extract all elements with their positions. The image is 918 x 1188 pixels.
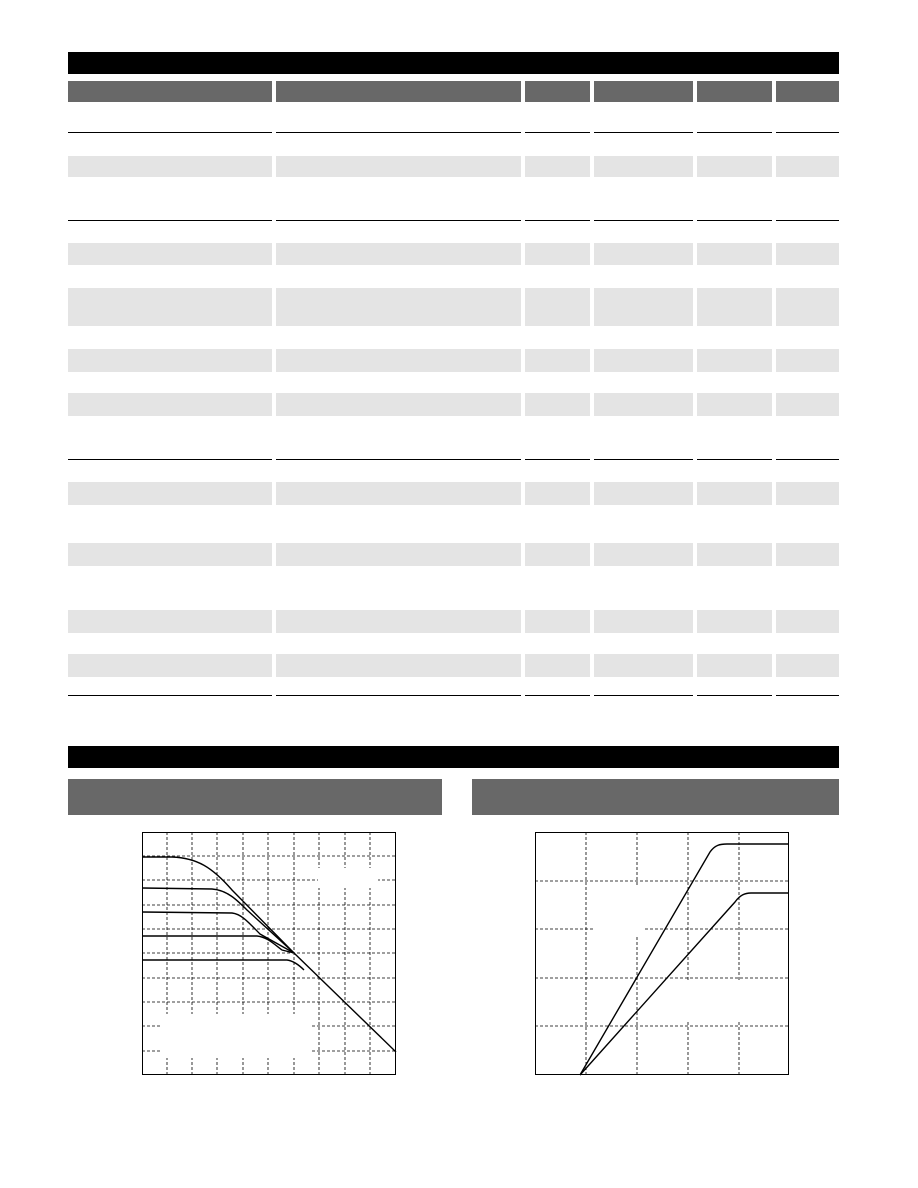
table-row: [525, 393, 590, 416]
table-row: [68, 156, 272, 177]
table-row: [68, 482, 272, 505]
table-row: [276, 610, 521, 633]
table-row: [276, 393, 521, 416]
table-row: [697, 654, 772, 677]
table-row: [525, 543, 590, 566]
table-row: [68, 393, 272, 416]
table-row: [697, 349, 772, 372]
row-rule: [68, 132, 272, 133]
left-graph-label-area-right: [318, 868, 378, 888]
table-row: [68, 243, 272, 265]
table-row: [594, 243, 693, 265]
table-row: [697, 393, 772, 416]
table-row: [68, 610, 272, 633]
table-row: [776, 393, 839, 416]
row-rule: [525, 132, 590, 133]
row-rule: [276, 220, 521, 221]
right-graph-label-area-2: [645, 982, 765, 1022]
table-row: [697, 543, 772, 566]
right-graph: [535, 832, 789, 1075]
table-row: [276, 543, 521, 566]
table-row: [525, 243, 590, 265]
curve-5: [142, 960, 304, 970]
table-row: [594, 610, 693, 633]
table-bottom-rule: [68, 695, 272, 696]
table-row: [525, 610, 590, 633]
row-rule: [594, 132, 693, 133]
table-row: [276, 288, 521, 326]
table-row: [594, 543, 693, 566]
table-section-bar: [68, 52, 839, 74]
table-row: [68, 543, 272, 566]
left-graph-title-bar: [68, 779, 442, 815]
table-row: [276, 156, 521, 177]
right-graph-label-area: [595, 886, 645, 936]
table-row: [594, 482, 693, 505]
table-row: [776, 156, 839, 177]
right-graph-frame: [536, 833, 789, 1075]
table-row: [776, 288, 839, 326]
table-row: [525, 482, 590, 505]
row-rule: [594, 220, 693, 221]
curve-4: [142, 936, 294, 953]
graphs-section-bar: [68, 746, 839, 768]
table-row: [776, 243, 839, 265]
table-row: [697, 156, 772, 177]
column-header-min: [525, 81, 590, 102]
row-rule: [276, 132, 521, 133]
right-graph-grid: [535, 832, 789, 1075]
table-row: [776, 543, 839, 566]
table-row: [594, 654, 693, 677]
table-row: [697, 288, 772, 326]
column-header-conditions: [276, 81, 521, 102]
table-row: [594, 156, 693, 177]
row-rule: [776, 459, 839, 460]
left-graph-label-area: [162, 1014, 312, 1058]
table-row: [276, 654, 521, 677]
column-header-units: [776, 81, 839, 102]
table-bottom-rule: [276, 695, 521, 696]
row-rule: [776, 132, 839, 133]
table-row: [68, 654, 272, 677]
table-row: [594, 349, 693, 372]
table-row: [276, 243, 521, 265]
table-row: [68, 288, 272, 326]
table-bottom-rule: [594, 695, 693, 696]
table-bottom-rule: [697, 695, 772, 696]
table-row: [525, 349, 590, 372]
row-rule: [594, 459, 693, 460]
table-row: [276, 349, 521, 372]
table-bottom-rule: [776, 695, 839, 696]
table-row: [276, 482, 521, 505]
table-row: [697, 482, 772, 505]
table-row: [594, 288, 693, 326]
table-row: [697, 243, 772, 265]
curve-2: [142, 888, 294, 953]
table-row: [525, 288, 590, 326]
table-bottom-rule: [525, 695, 590, 696]
table-row: [594, 393, 693, 416]
table-row: [776, 654, 839, 677]
table-row: [525, 654, 590, 677]
table-row: [697, 610, 772, 633]
row-rule: [276, 459, 521, 460]
column-header-parameter: [68, 81, 272, 102]
table-row: [776, 610, 839, 633]
column-header-max: [697, 81, 772, 102]
row-rule: [68, 220, 272, 221]
table-row: [776, 482, 839, 505]
row-rule: [697, 220, 772, 221]
row-rule: [525, 220, 590, 221]
table-row: [525, 156, 590, 177]
row-rule: [697, 132, 772, 133]
column-header-typ: [594, 81, 693, 102]
row-rule: [68, 459, 272, 460]
left-graph: [142, 832, 396, 1075]
table-row: [68, 349, 272, 372]
row-rule: [697, 459, 772, 460]
row-rule: [776, 220, 839, 221]
row-rule: [525, 459, 590, 460]
table-row: [776, 349, 839, 372]
right-graph-title-bar: [472, 779, 839, 815]
right-graph-curves: [580, 844, 789, 1075]
